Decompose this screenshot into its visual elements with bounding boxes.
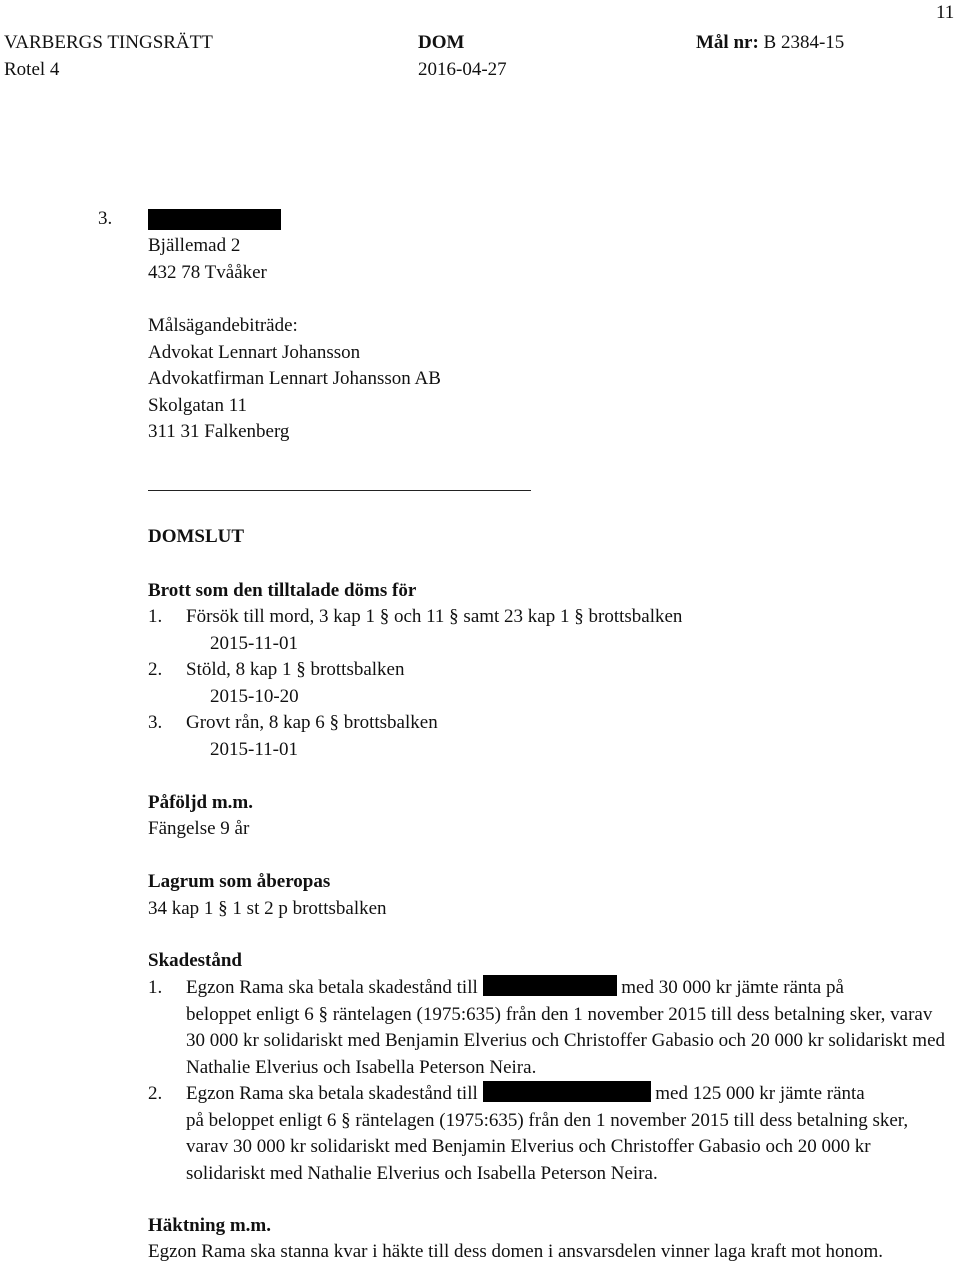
sanction-heading: Påföljd m.m. (148, 792, 254, 813)
party-number: 3. (98, 208, 113, 229)
damages-first-line (186, 975, 948, 1002)
crime-3-date: 2015-11-01 (210, 739, 298, 760)
damages-number: 2. (148, 1083, 163, 1104)
counsel-firm: Advokatfirman Lennart Johansson AB (148, 368, 441, 389)
counsel-name: Advokat Lennart Johansson (148, 342, 361, 363)
damages-item-2 (148, 1081, 948, 1187)
law-heading: Lagrum som åberopas (148, 871, 331, 892)
party-name-redacted (148, 209, 281, 236)
crime-number: 1. (148, 606, 163, 627)
damages-before: Egzon Rama ska betala skadestånd till (186, 977, 478, 998)
crime-3 (148, 710, 162, 737)
redaction-box (483, 975, 617, 996)
domslut-title: DOMSLUT (148, 526, 245, 547)
document-type: DOM (418, 32, 465, 53)
crime-2-date: 2015-10-20 (210, 686, 299, 707)
crime-3-text: Grovt rån, 8 kap 6 § brottsbalken (186, 712, 438, 733)
damages-item-1 (148, 975, 948, 1081)
counsel-city: 311 31 Falkenberg (148, 421, 290, 442)
crime-2-text: Stöld, 8 kap 1 § brottsbalken (186, 659, 405, 680)
court-name: VARBERGS TINGSRÄTT (4, 32, 213, 53)
crime-2 (148, 657, 162, 684)
detention-text: Egzon Rama ska stanna kvar i häkte till dess domen i ansvarsdelen vinner laga kraft mot honom. (148, 1241, 883, 1262)
judgment-date: 2016-04-27 (418, 59, 507, 80)
crimes-heading: Brott som den tilltalade döms för (148, 580, 417, 601)
section-divider (148, 490, 531, 491)
law-text: 34 kap 1 § 1 st 2 p brottsbalken (148, 898, 387, 919)
case-number (696, 30, 844, 57)
damages-after: med 125 000 kr jämte ränta (655, 1083, 865, 1104)
damages-rest: beloppet enligt 6 § räntelagen (1975:635) från den 1 november 2015 till dess betalning sker, varav 30 000 kr solidariskt med Benjamin Elverius och Christoffer Gabasio och 20 000 kr solidariskt med Nathalie Elverius och Isabella Peterson Neira. (186, 1003, 945, 1078)
page-number: 11 (936, 2, 955, 23)
crime-number: 2. (148, 659, 163, 680)
counsel-street: Skolgatan 11 (148, 395, 248, 416)
party-address-line1: Bjällemad 2 (148, 235, 241, 256)
damages-heading: Skadestånd (148, 950, 242, 971)
party-address-line2: 432 78 Tvååker (148, 262, 267, 283)
detention-heading: Häktning m.m. (148, 1215, 271, 1236)
redaction-box (148, 209, 281, 230)
division: Rotel 4 (4, 59, 60, 80)
damages-number: 1. (148, 977, 163, 998)
case-number-value: B 2384-15 (763, 32, 845, 53)
crime-1-text: Försök till mord, 3 kap 1 § och 11 § samt 23 kap 1 § brottsbalken (186, 606, 683, 627)
damages-first-line (186, 1081, 948, 1108)
crime-1 (148, 604, 162, 631)
case-label: Mål nr: (696, 32, 759, 53)
damages-after: med 30 000 kr jämte ränta på (621, 977, 844, 998)
redaction-box (483, 1081, 651, 1102)
damages-rest: på beloppet enligt 6 § räntelagen (1975:635) från den 1 november 2015 till dess betalning sker, varav 30 000 kr solidariskt med Benjamin Elverius och Christoffer Gabasio och 20 000 kr solidariskt med Nathalie Elverius och Isabella Peterson Neira. (186, 1109, 909, 1184)
sanction-text: Fängelse 9 år (148, 818, 250, 839)
crime-number: 3. (148, 712, 163, 733)
damages-before: Egzon Rama ska betala skadestånd till (186, 1083, 478, 1104)
crime-1-date: 2015-11-01 (210, 633, 298, 654)
counsel-label: Målsägandebiträde: (148, 315, 298, 336)
